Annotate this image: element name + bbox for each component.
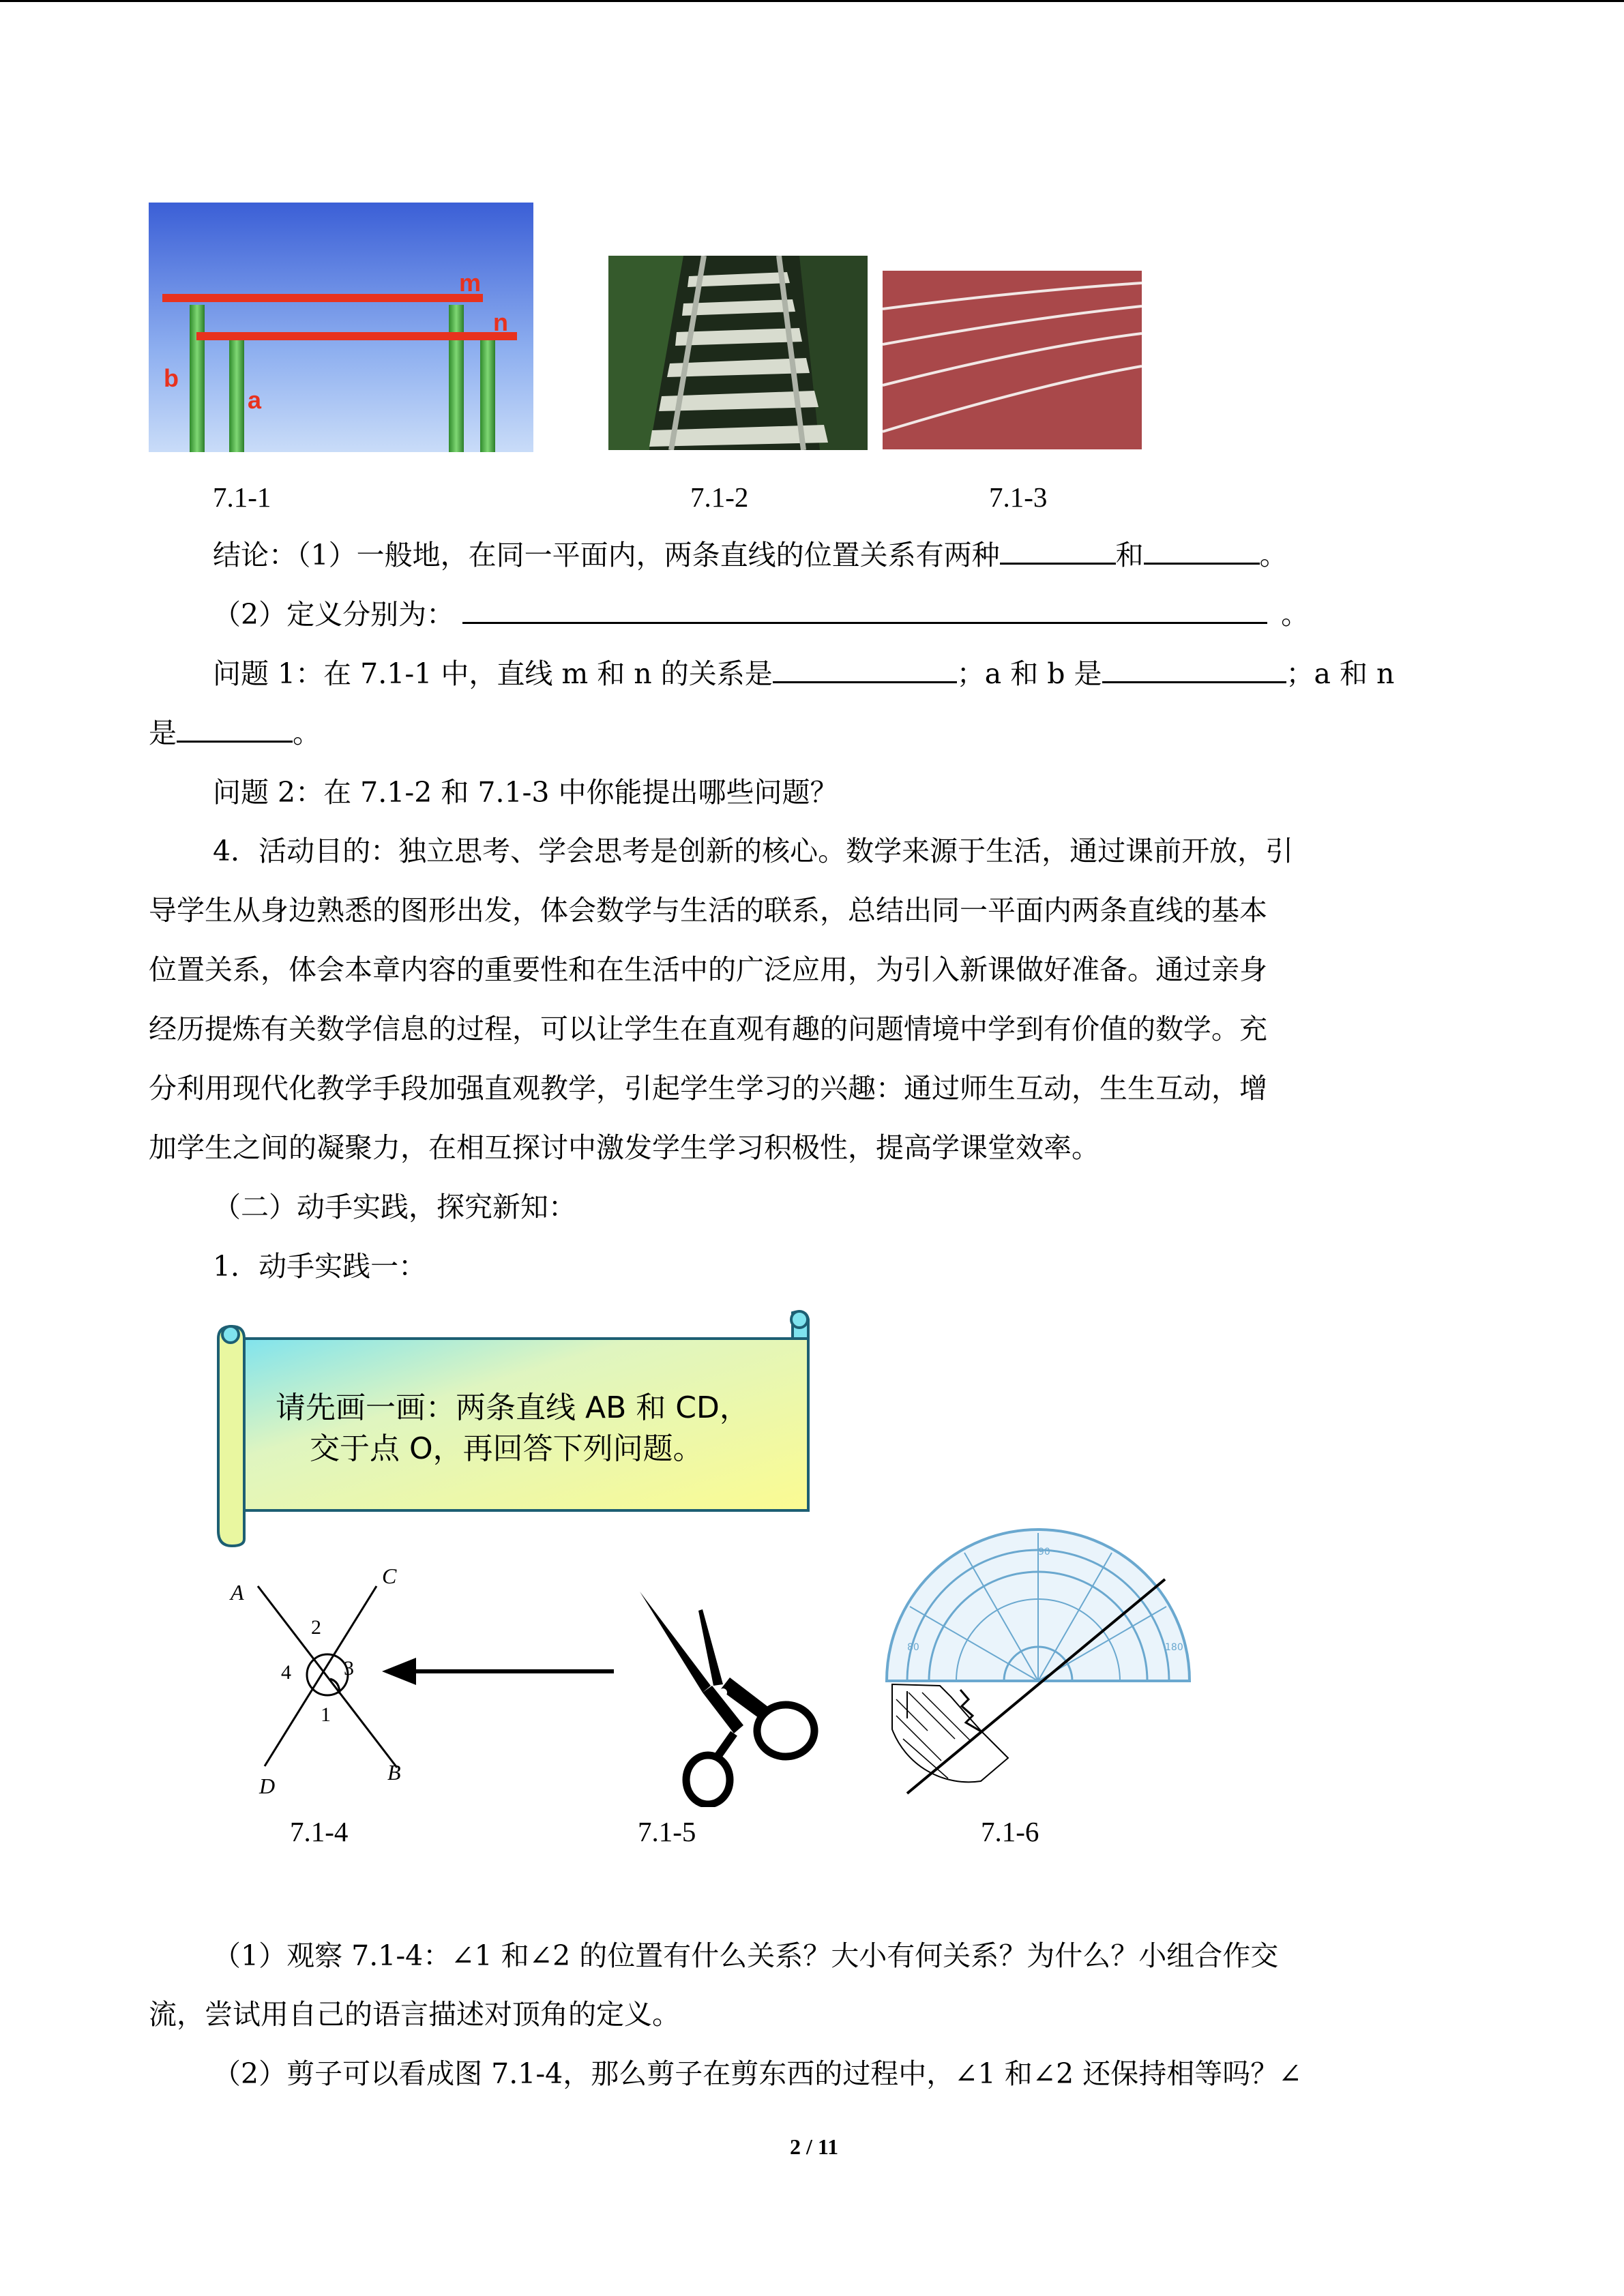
angle-2: 2 xyxy=(311,1616,321,1639)
protractor-tick: 90 xyxy=(1038,1547,1050,1557)
period: 。 xyxy=(293,717,321,749)
blank-field[interactable] xyxy=(1144,538,1260,565)
protractor-tick: 180 xyxy=(1165,1642,1183,1653)
label-b: b xyxy=(164,364,179,392)
conclusion-line-2 xyxy=(213,597,1309,632)
observe-line-1: （1）观察 7.1-4：∠1 和∠2 的位置有什么关系？大小有何关系？为什么？小组合作交 xyxy=(213,1939,1279,1972)
caption-7-1-3: 7.1-3 xyxy=(989,481,1048,513)
angle-arc xyxy=(307,1654,348,1695)
caption-7-1-5: 7.1-5 xyxy=(638,1816,696,1847)
question-1-text-b: ；a 和 b 是 xyxy=(956,657,1102,690)
question-1-text-c: ；a 和 n xyxy=(1286,657,1395,690)
blank-field[interactable] xyxy=(1102,657,1286,683)
pole xyxy=(190,305,205,452)
conclusion-line-1 xyxy=(213,537,1288,573)
pole xyxy=(449,305,464,452)
label-n: n xyxy=(493,308,508,336)
caption-7-1-4: 7.1-4 xyxy=(290,1816,349,1847)
arrow-left-icon xyxy=(382,1654,621,1688)
question-1-line xyxy=(213,656,1394,691)
angle-4: 4 xyxy=(281,1661,291,1684)
question-1-line-2 xyxy=(149,715,321,751)
scissors-question: （2）剪子可以看成图 7.1-4，那么剪子在剪东西的过程中，∠1 和∠2 还保持相等吗？∠ xyxy=(213,2057,1302,2090)
label-a: a xyxy=(248,386,262,414)
activity-line-4: 经历提炼有关数学信息的过程，可以让学生在直观有趣的问题情境中学到有价值的数学。充 xyxy=(149,1013,1267,1045)
caption-7-1-1: 7.1-1 xyxy=(213,481,271,513)
question-2: 问题 2：在 7.1-2 和 7.1-3 中你能提出哪些问题？ xyxy=(213,776,838,809)
scissors-icon xyxy=(628,1575,832,1807)
label-D: D xyxy=(259,1774,276,1798)
scroll-text-line-2: 交于点 O，再回答下列问题。 xyxy=(310,1431,703,1466)
pole xyxy=(229,339,244,452)
definition-text: （2）定义分别为： xyxy=(213,598,455,631)
activity-line-6: 加学生之间的凝聚力，在相互探讨中激发学生学习积极性，提高学课堂效率。 xyxy=(149,1131,1099,1164)
activity-line-1: 4．活动目的：独立思考、学会思考是创新的核心。数学来源于生活，通过课前开放，引 xyxy=(213,835,1294,867)
activity-line-5: 分利用现代化教学手段加强直观教学，引起学生学习的兴趣：通过师生互动，生生互动，增 xyxy=(149,1072,1267,1105)
activity-line-3: 位置关系，体会本章内容的重要性和在生活中的广泛应用，为引入新课做好准备。通过亲身 xyxy=(149,953,1267,986)
practice-1-title: 1．动手实践一： xyxy=(213,1250,427,1283)
observe-line-2: 流，尝试用自己的语言描述对顶角的定义。 xyxy=(149,1998,680,2031)
blank-field[interactable] xyxy=(1000,538,1116,565)
label-m: m xyxy=(459,269,482,297)
label-C: C xyxy=(382,1564,397,1588)
angle-3: 3 xyxy=(344,1657,354,1680)
scroll-text-line-1: 请先画一画：两条直线 AB 和 CD， xyxy=(276,1390,750,1425)
question-1-text-d: 是 xyxy=(149,717,177,749)
figure-parallel-bars xyxy=(149,203,533,452)
label-A: A xyxy=(231,1580,244,1605)
section-2-title: （二）动手实践，探究新知： xyxy=(213,1191,576,1223)
and-text: 和 xyxy=(1115,539,1144,571)
period: 。 xyxy=(1281,598,1310,631)
page-number: 2 / 11 xyxy=(790,2134,839,2159)
figure-track xyxy=(883,271,1142,449)
label-B: B xyxy=(387,1760,401,1785)
figure-railway xyxy=(608,256,868,450)
angle-1: 1 xyxy=(321,1703,331,1726)
question-1-text: 问题 1：在 7.1-1 中，直线 m 和 n 的关系是 xyxy=(213,657,773,690)
period: 。 xyxy=(1259,539,1288,571)
line-ab xyxy=(258,1586,397,1768)
caption-7-1-6: 7.1-6 xyxy=(981,1816,1039,1847)
page-top-border xyxy=(0,0,1624,2)
figure-protractor xyxy=(880,1514,1221,1800)
blank-field[interactable] xyxy=(177,716,293,743)
activity-line-2: 导学生从身边熟悉的图形出发，体会数学与生活的联系，总结出同一平面内两条直线的基本 xyxy=(149,894,1267,927)
protractor-tick: 80 xyxy=(907,1642,919,1653)
caption-7-1-2: 7.1-2 xyxy=(690,481,749,513)
blank-field[interactable] xyxy=(773,657,957,683)
blank-field[interactable] xyxy=(462,597,1267,624)
conclusion-text: 结论：（1）一般地，在同一平面内，两条直线的位置关系有两种 xyxy=(213,539,1000,571)
pole xyxy=(480,339,495,452)
